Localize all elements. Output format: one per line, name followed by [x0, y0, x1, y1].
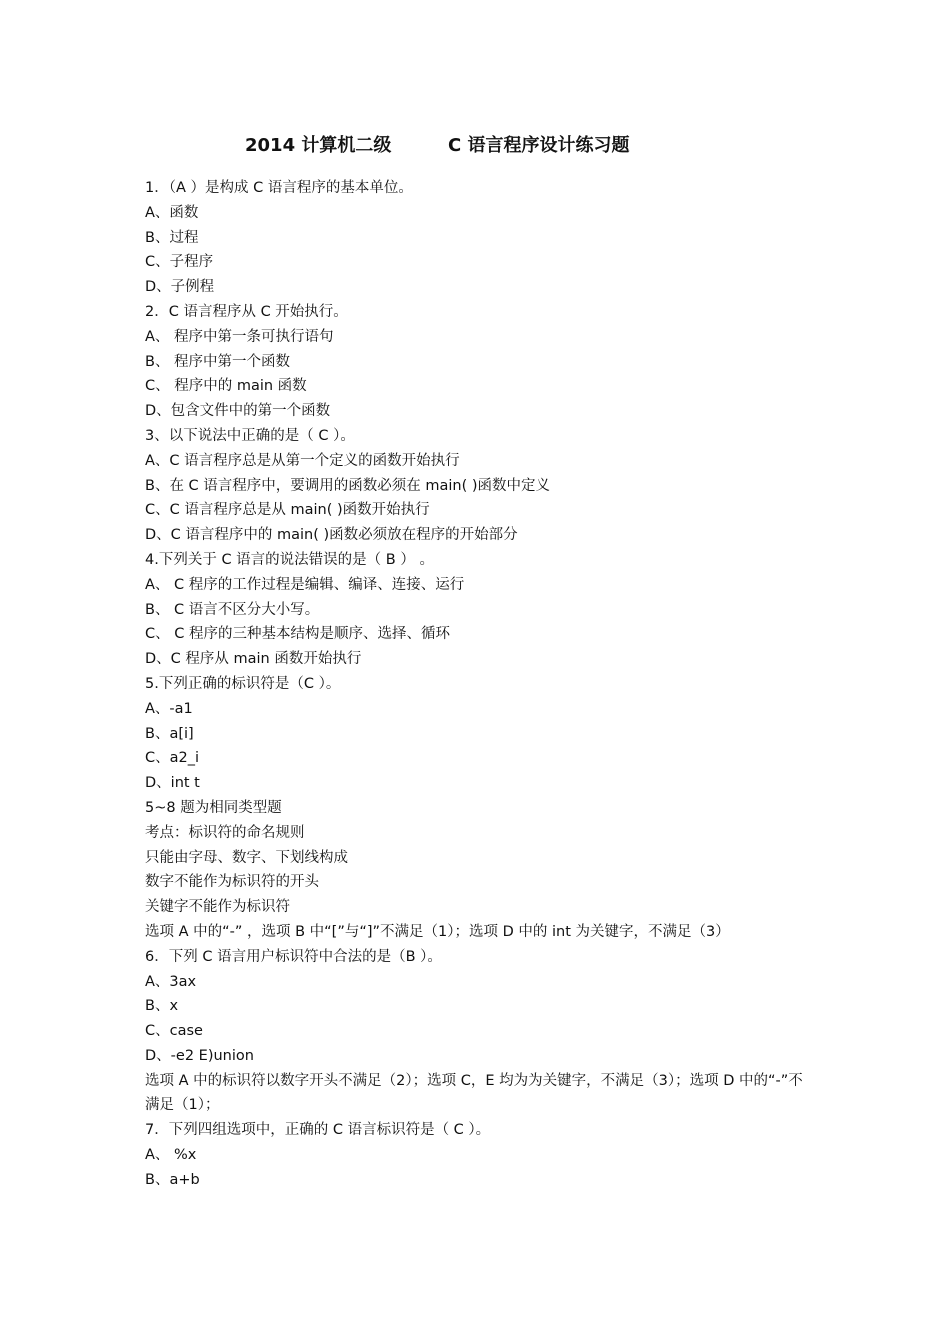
text-line: D、C 语言程序中的 main( )函数必须放在程序的开始部分 [145, 527, 518, 544]
text-line: B、a+b [145, 1171, 200, 1188]
text-line: 考点：标识符的命名规则 [145, 824, 305, 841]
text-line: A、 %x [145, 1147, 197, 1164]
text-line: C、子程序 [145, 254, 214, 271]
text-line: B、x [145, 998, 179, 1015]
text-line: 只能由字母、数字、下划线构成 [145, 849, 348, 866]
text-line: 关键字不能作为标识符 [145, 899, 290, 916]
text-line: 2．C 语言程序从 C 开始执行。 [145, 303, 348, 320]
page-title [0, 131, 950, 157]
text-line: 1．（A ）是构成 C 语言程序的基本单位。 [145, 180, 413, 196]
text-line: A、 程序中第一条可执行语句 [145, 328, 334, 345]
text-line: C、 C 程序的三种基本结构是顺序、选择、循环 [145, 626, 450, 643]
text-line: 5.下列正确的标识符是（C ）。 [145, 675, 341, 692]
text-line: A、函数 [145, 204, 199, 221]
text-line: B、过程 [145, 229, 199, 246]
explanation-paragraph: 选项 A 中的“-” ，选项 B 中“[”与“]”不满足（1）；选项 D 中的 int 为关键字，不满足（3） [145, 923, 730, 940]
text-line: 5~8 题为相同类型题 [145, 799, 282, 816]
text-line: B、a[i] [145, 725, 194, 742]
text-line: A、C 语言程序总是从第一个定义的函数开始执行 [145, 452, 460, 469]
text-line: D、int t [145, 775, 200, 792]
text-line: 3、以下说法中正确的是（ C ）。 [145, 427, 355, 444]
title-part-1: 2014 计算机二级 [245, 135, 392, 156]
text-line: D、包含文件中的第一个函数 [145, 403, 331, 420]
text-line: B、在 C 语言程序中，要调用的函数必须在 main( )函数中定义 [145, 477, 551, 494]
text-line: 6．下列 C 语言用户标识符中合法的是（B ）。 [145, 948, 442, 965]
text-line: D、-e2 E)union [145, 1047, 254, 1064]
text-line: 4.下列关于 C 语言的说法错误的是（ B ） 。 [145, 551, 434, 568]
explanation-paragraph: 选项 A 中的标识符以数字开头不满足（2）；选项 C，E 均为为关键字，不满足（3）；选项 D 中的“-”不满足（1）； [145, 1072, 803, 1114]
text-line: A、 C 程序的工作过程是编辑、编译、连接、运行 [145, 576, 465, 593]
text-line: C、case [145, 1023, 203, 1040]
text-line: C、 程序中的 main 函数 [145, 378, 307, 395]
document-body [145, 176, 810, 1193]
text-line: B、 程序中第一个函数 [145, 353, 291, 370]
text-line: A、3ax [145, 973, 197, 990]
text-line: 7．下列四组选项中，正确的 C 语言标识符是（ C ）。 [145, 1122, 491, 1139]
text-line: D、C 程序从 main 函数开始执行 [145, 651, 362, 668]
text-line: C、a2_i [145, 750, 200, 767]
text-line: C、C 语言程序总是从 main( )函数开始执行 [145, 502, 430, 519]
text-line: 数字不能作为标识符的开头 [145, 874, 319, 891]
text-line: A、-a1 [145, 700, 193, 717]
text-line: B、 C 语言不区分大小写。 [145, 601, 320, 618]
text-line: D、子例程 [145, 279, 215, 296]
title-part-2: C 语言程序设计练习题 [448, 135, 630, 156]
